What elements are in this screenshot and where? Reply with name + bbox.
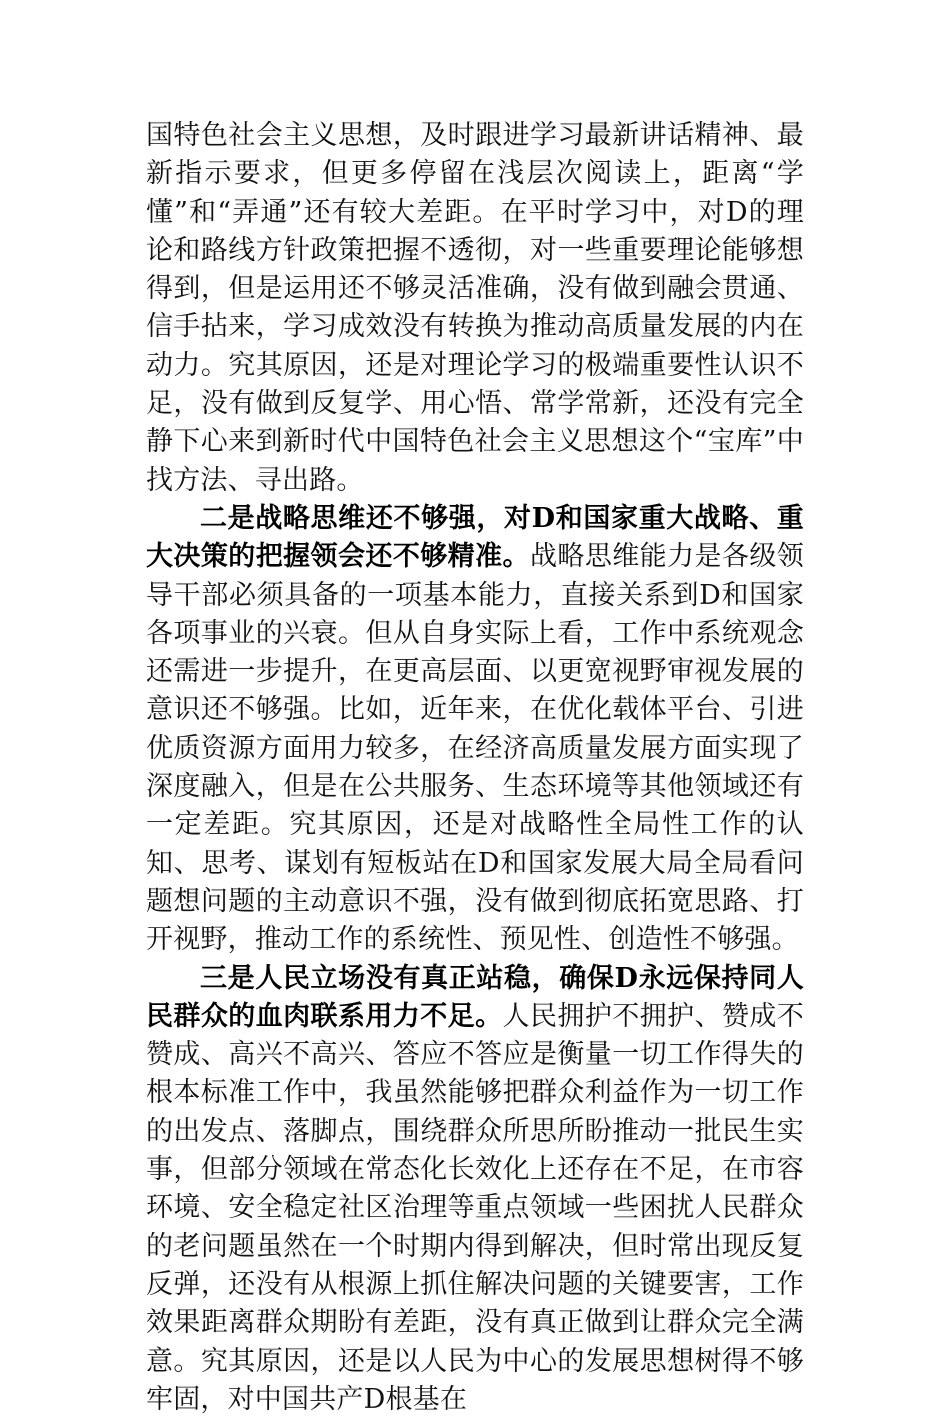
paragraph-3-heading: 三是人民立场没有真正站稳，确保D永远保持同人民群众的血肉联系用力不足。 [146,962,804,1032]
paragraph-1-text: 国特色社会主义思想，及时跟进学习最新讲话精神、最新指示要求，但更多停留在浅层次阅读上，距离“学懂”和“弄通”还有较大差距。在平时学习中，对D的理论和路线方针政策把握不透彻，对一些重要理论能够想得到，但是运用还不够灵活准确，没有做到融会贯通、信手拈来，学习成效没有转换为推动高质量发展的内在动力。究其原因，还是对理论学习的极端重要性认识不足，没有做到反复学、用心悟、常学常新，还没有完全静下心来到新时代中国特色社会主义思想这个“宝库”中找方法、寻出路。 [146,120,804,496]
document-body [146,117,804,1419]
paragraph-3-text: 人民拥护不拥护、赞成不赞成、高兴不高兴、答应不答应是衡量一切工作得失的根本标准工作中，我虽然能够把群众利益作为一切工作的出发点、落脚点，围绕群众所思所盼推动一批民生实事，但部分领域在常态化长效化上还存在不足，在市容环境、安全稳定社区治理等重点领域一些困扰人民群众的老问题虽然在一个时期内得到解决，但时常出现反复反弹，还没有从根源上抓住解决问题的关键要害，工作效果距离群众期盼有差距，没有真正做到让群众完全满意。究其原因，还是以人民为中心的发展思想树得不够牢固，对中国共产D根基在 [146,1000,805,1415]
paragraph-2 [146,500,804,960]
paragraph-1 [146,117,804,500]
paragraph-2-heading: 二是战略思维还不够强，对D和国家重大战略、重大决策的把握领会还不够精准。 [146,502,804,573]
paragraph-3 [146,960,804,1419]
paragraph-2-text: 战略思维能力是各级领导干部必须具备的一项基本能力，直接关系到D和国家各项事业的兴衰。但从自身实际上看，工作中系统观念还需进一步提升，在更高层面、以更宽视野审视发展的意识还不够强。比如，近年来，在优化载体平台、引进优质资源方面用力较多，在经济高质量发展方面实现了深度融入，但是在公共服务、生态环境等其他领域还有一定差距。究其原因，还是对战略性全局性工作的认知、思考、谋划有短板站在D和国家发展大局全局看问题想问题的主动意识不强，没有做到彻底拓宽思路、打开视野，推动工作的系统性、预见性、创造性不够强。 [146,541,804,956]
